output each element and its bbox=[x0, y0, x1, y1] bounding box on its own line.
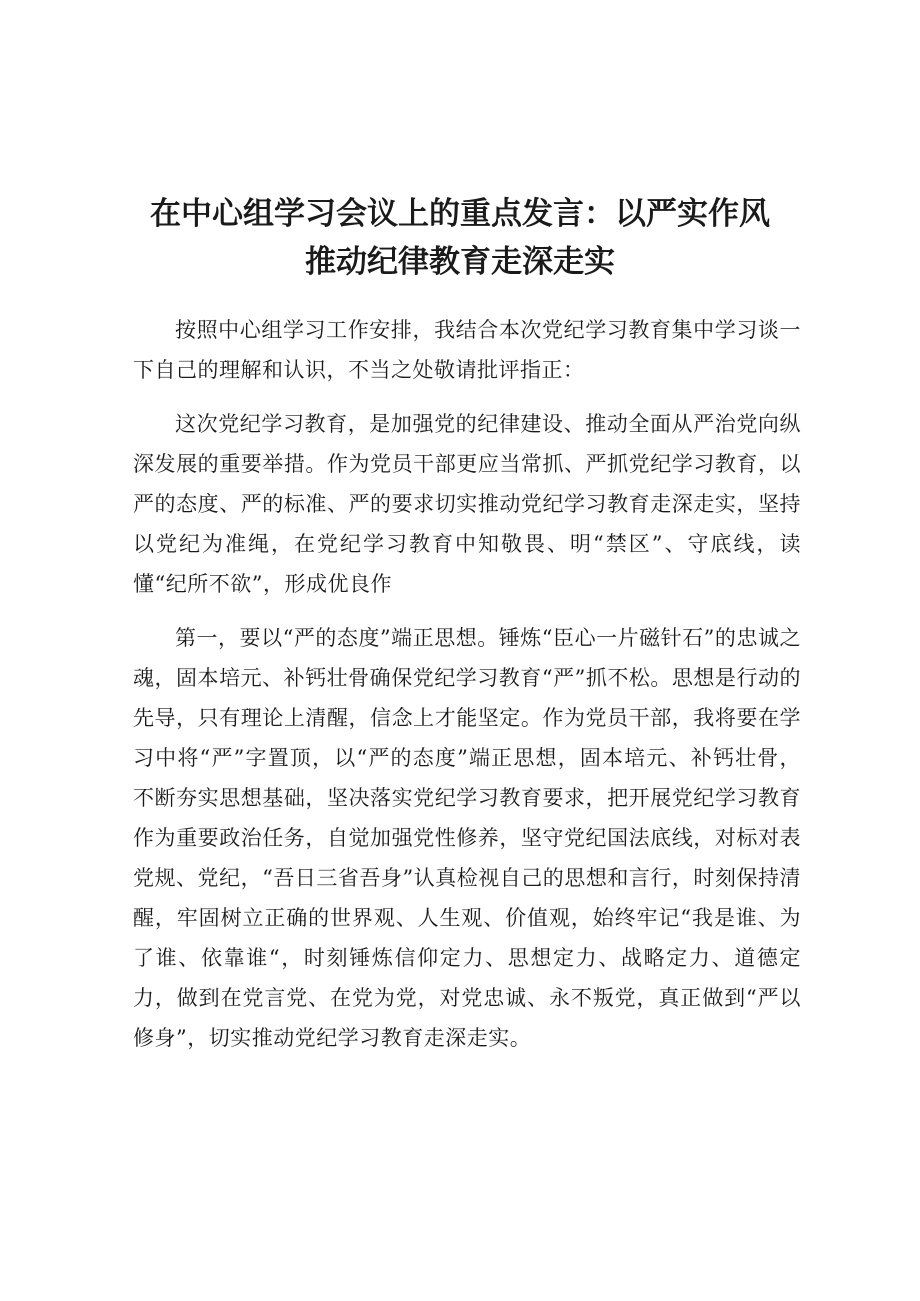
paragraph-overview: 这次党纪学习教育，是加强党的纪律建设、推动全面从严治党向纵深发展的重要举措。作为党员干部更应当常抓、严抓党纪学习教育，以严的态度、严的标准、严的要求切实推动党纪学习教育走深走实，坚持以党纪为准绳，在党纪学习教育中知敬畏、明“禁区”、守底线，读懂“纪所不欲”，形成优良作 bbox=[133, 412, 801, 596]
title-line-1: 在中心组学习会议上的重点发言：以严实作风 bbox=[150, 196, 770, 232]
paragraph-first-point: 第一，要以“严的态度”端正思想。锤炼“臣心一片磁针石”的忠诚之魂，固本培元、补钙壮骨确保党纪学习教育“严”抓不松。思想是行动的先导，只有理论上清醒，信念上才能坚定。作为党员干部，我将要在学习中将“严”字置顶，以“严的态度”端正思想，固本培元、补钙壮骨，不断夯实思想基础，坚决落实党纪学习教育要求，把开展党纪学习教育作为重要政治任务，自觉加强党性修养，坚守党纪国法底线，对标对表党规、党纪，“吾日三省吾身”认真检视自己的思想和言行，时刻保持清醒，牢固树立正确的世界观、人生观、价值观，始终牢记“我是谁、为了谁、依靠谁“，时刻锤炼信仰定力、思想定力、战略定力、道德定力，做到在党言党、在党为党，对党忠诚、永不叛党，真正做到“严以修身”，切实推动党纪学习教育走深走实。 bbox=[133, 626, 801, 1050]
paragraph-intro: 按照中心组学习工作安排，我结合本次党纪学习教育集中学习谈一下自己的理解和认识，不当之处敬请批评指正： bbox=[133, 318, 801, 382]
title-line-2: 推动纪律教育走深走实 bbox=[305, 244, 615, 280]
document-body bbox=[133, 310, 801, 1058]
document-title bbox=[120, 190, 800, 286]
